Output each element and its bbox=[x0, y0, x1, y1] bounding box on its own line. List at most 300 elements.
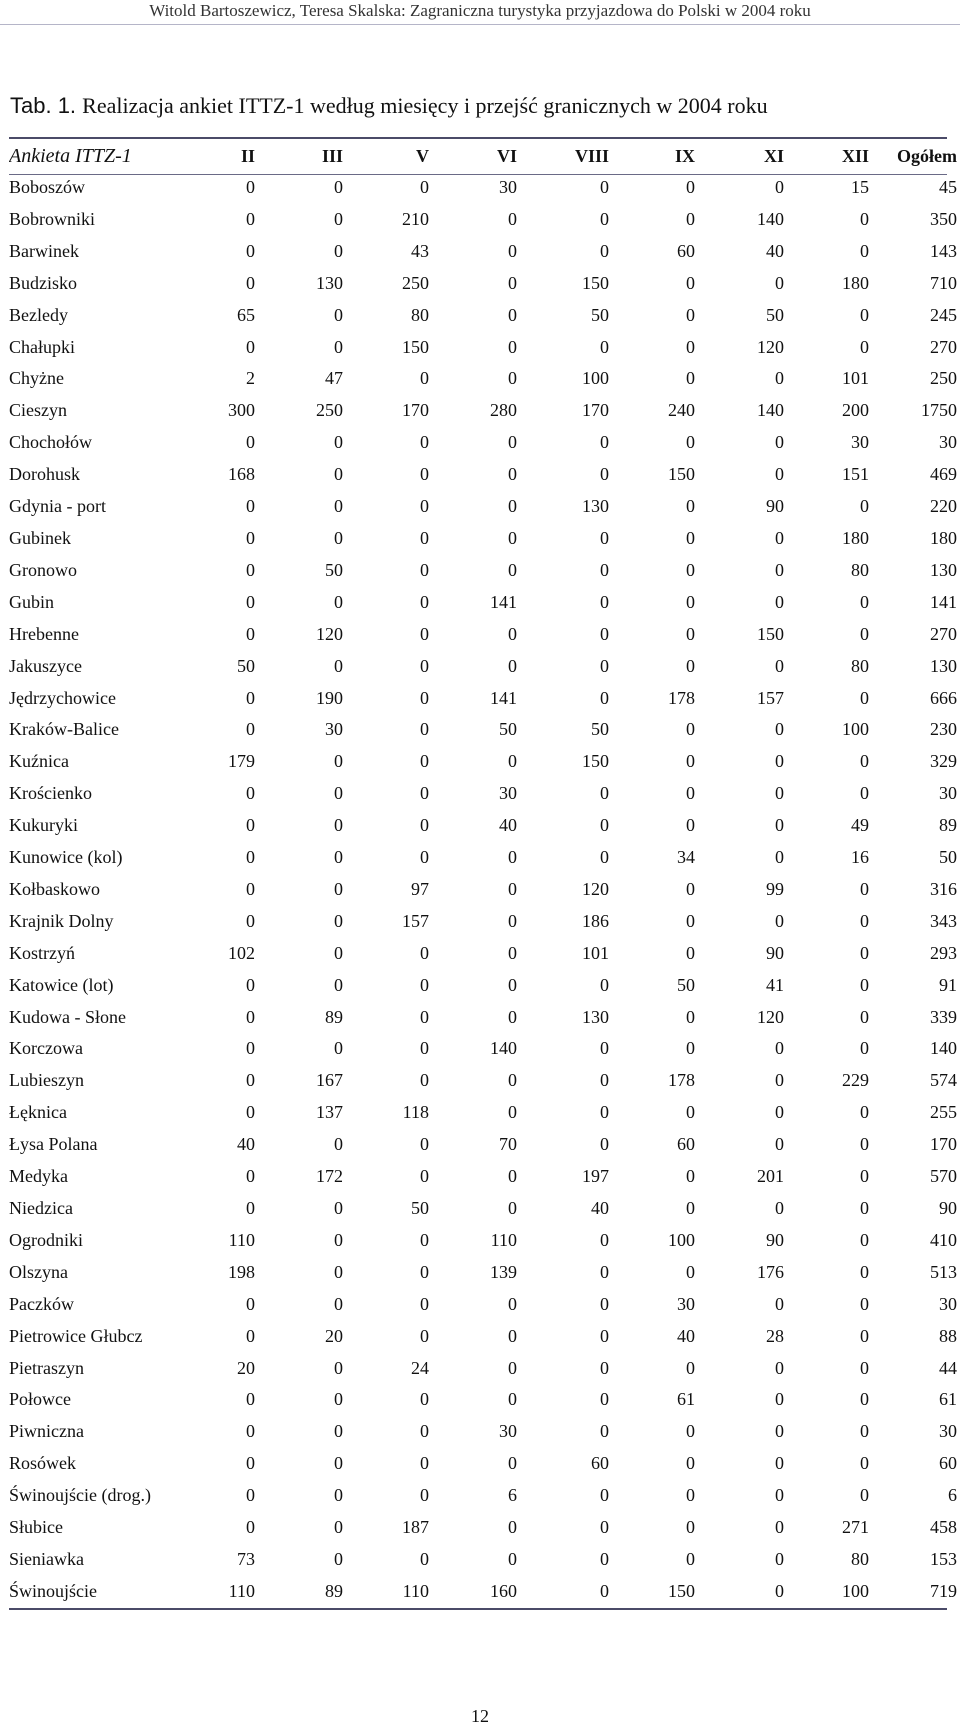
value-cell: 0 bbox=[420, 847, 429, 868]
value-cell: 80 bbox=[851, 655, 869, 676]
value-cell: 0 bbox=[860, 336, 869, 357]
column-header: III bbox=[321, 145, 343, 166]
value-cell: 0 bbox=[334, 1293, 343, 1314]
value-cell: 60 bbox=[939, 1453, 957, 1474]
value-cell: 0 bbox=[600, 1421, 609, 1442]
value-cell: 0 bbox=[686, 368, 695, 389]
value-cell: 6 bbox=[508, 1485, 517, 1506]
value-cell: 0 bbox=[686, 655, 695, 676]
value-cell: 0 bbox=[420, 559, 429, 580]
value-cell: 0 bbox=[334, 1485, 343, 1506]
table-row bbox=[9, 1097, 957, 1129]
value-cell: 50 bbox=[237, 655, 255, 676]
value-cell: 270 bbox=[930, 623, 957, 644]
value-cell: 89 bbox=[325, 1580, 343, 1601]
value-cell: 6 bbox=[948, 1485, 957, 1506]
table-row bbox=[9, 842, 957, 874]
value-cell: 80 bbox=[851, 559, 869, 580]
value-cell: 0 bbox=[686, 815, 695, 836]
value-cell: 0 bbox=[860, 240, 869, 261]
value-cell: 0 bbox=[420, 815, 429, 836]
value-cell: 0 bbox=[508, 1166, 517, 1187]
value-cell: 0 bbox=[420, 687, 429, 708]
value-cell: 0 bbox=[860, 304, 869, 325]
crossing-name-cell: Barwinek bbox=[9, 240, 79, 261]
crossing-name-cell: Gronowo bbox=[9, 559, 77, 580]
value-cell: 0 bbox=[246, 1421, 255, 1442]
value-cell: 0 bbox=[600, 1102, 609, 1123]
value-cell: 30 bbox=[939, 1293, 957, 1314]
value-cell: 0 bbox=[600, 1357, 609, 1378]
crossing-name-cell: Gdynia - port bbox=[9, 496, 106, 517]
value-cell: 167 bbox=[316, 1070, 343, 1091]
crossing-name-cell: Dorohusk bbox=[9, 464, 80, 485]
value-cell: 15 bbox=[851, 177, 869, 197]
value-cell: 137 bbox=[316, 1102, 343, 1123]
value-cell: 0 bbox=[860, 942, 869, 963]
value-cell: 80 bbox=[851, 1548, 869, 1569]
value-cell: 0 bbox=[334, 847, 343, 868]
value-cell: 157 bbox=[402, 910, 429, 931]
value-cell: 0 bbox=[508, 304, 517, 325]
value-cell: 0 bbox=[246, 1102, 255, 1123]
crossing-name-cell: Jędrzychowice bbox=[9, 687, 116, 708]
value-cell: 176 bbox=[757, 1261, 784, 1282]
crossing-name-cell: Niedzica bbox=[9, 1198, 73, 1218]
table-row bbox=[9, 1225, 957, 1257]
value-cell: 50 bbox=[939, 847, 957, 868]
crossing-name-cell: Kraków-Balice bbox=[9, 719, 119, 740]
value-cell: 40 bbox=[499, 815, 517, 836]
value-cell: 0 bbox=[775, 1453, 784, 1474]
table-row bbox=[9, 491, 957, 523]
value-cell: 0 bbox=[775, 1548, 784, 1569]
value-cell: 90 bbox=[766, 496, 784, 517]
value-cell: 0 bbox=[775, 177, 784, 197]
value-cell: 280 bbox=[490, 400, 517, 421]
table-row bbox=[9, 874, 957, 906]
table-row bbox=[9, 395, 957, 427]
value-cell: 0 bbox=[246, 496, 255, 517]
value-cell: 0 bbox=[600, 1389, 609, 1410]
value-cell: 0 bbox=[334, 1517, 343, 1538]
value-cell: 0 bbox=[334, 1453, 343, 1474]
table-row bbox=[9, 1161, 957, 1193]
value-cell: 50 bbox=[411, 1198, 429, 1218]
value-cell: 0 bbox=[600, 432, 609, 453]
value-cell: 469 bbox=[930, 464, 957, 485]
value-cell: 293 bbox=[930, 942, 957, 963]
value-cell: 0 bbox=[600, 1134, 609, 1155]
table-row bbox=[9, 236, 957, 268]
crossing-name-cell: Gubin bbox=[9, 591, 54, 612]
value-cell: 0 bbox=[686, 591, 695, 612]
value-cell: 0 bbox=[775, 1485, 784, 1506]
table-row bbox=[9, 714, 957, 746]
value-cell: 90 bbox=[766, 942, 784, 963]
value-cell: 0 bbox=[508, 336, 517, 357]
value-cell: 30 bbox=[499, 783, 517, 804]
value-cell: 0 bbox=[600, 623, 609, 644]
value-cell: 0 bbox=[334, 304, 343, 325]
value-cell: 0 bbox=[775, 464, 784, 485]
value-cell: 0 bbox=[508, 847, 517, 868]
table-row bbox=[9, 1193, 957, 1225]
value-cell: 0 bbox=[860, 1421, 869, 1442]
value-cell: 0 bbox=[686, 719, 695, 740]
value-cell: 179 bbox=[228, 751, 255, 772]
value-cell: 0 bbox=[686, 942, 695, 963]
table-row bbox=[9, 778, 957, 810]
value-cell: 0 bbox=[686, 208, 695, 229]
value-cell: 0 bbox=[775, 1580, 784, 1601]
value-cell: 0 bbox=[686, 527, 695, 548]
value-cell: 130 bbox=[582, 1006, 609, 1027]
value-cell: 271 bbox=[842, 1517, 869, 1538]
table-row bbox=[9, 619, 957, 651]
value-cell: 0 bbox=[246, 1198, 255, 1218]
value-cell: 0 bbox=[860, 878, 869, 899]
value-cell: 250 bbox=[402, 272, 429, 293]
value-cell: 44 bbox=[939, 1357, 957, 1378]
value-cell: 0 bbox=[334, 177, 343, 197]
value-cell: 666 bbox=[930, 687, 957, 708]
value-cell: 141 bbox=[490, 687, 517, 708]
value-cell: 0 bbox=[420, 496, 429, 517]
value-cell: 0 bbox=[334, 527, 343, 548]
value-cell: 150 bbox=[668, 464, 695, 485]
value-cell: 40 bbox=[237, 1134, 255, 1155]
value-cell: 187 bbox=[402, 1517, 429, 1538]
value-cell: 0 bbox=[508, 878, 517, 899]
value-cell: 0 bbox=[686, 304, 695, 325]
value-cell: 0 bbox=[246, 1485, 255, 1506]
value-cell: 0 bbox=[508, 1198, 517, 1218]
value-cell: 0 bbox=[686, 878, 695, 899]
value-cell: 0 bbox=[686, 432, 695, 453]
value-cell: 0 bbox=[686, 1421, 695, 1442]
value-cell: 0 bbox=[420, 177, 429, 197]
value-cell: 0 bbox=[246, 719, 255, 740]
value-cell: 0 bbox=[600, 1038, 609, 1059]
value-cell: 0 bbox=[246, 208, 255, 229]
value-cell: 0 bbox=[686, 496, 695, 517]
value-cell: 110 bbox=[402, 1580, 429, 1601]
value-cell: 0 bbox=[775, 910, 784, 931]
value-cell: 140 bbox=[757, 400, 784, 421]
value-cell: 130 bbox=[930, 655, 957, 676]
value-cell: 0 bbox=[686, 751, 695, 772]
value-cell: 73 bbox=[237, 1548, 255, 1569]
value-cell: 0 bbox=[860, 974, 869, 995]
table-row bbox=[9, 1257, 957, 1289]
value-cell: 513 bbox=[930, 1261, 957, 1282]
table-title-text: Realizacja ankiet ITTZ-1 według miesięcy i przejść granicznych w 2004 roku bbox=[82, 93, 768, 118]
value-cell: 570 bbox=[930, 1166, 957, 1187]
value-cell: 101 bbox=[582, 942, 609, 963]
table-row bbox=[9, 1353, 957, 1385]
value-cell: 0 bbox=[600, 336, 609, 357]
value-cell: 153 bbox=[930, 1548, 957, 1569]
value-cell: 0 bbox=[686, 1517, 695, 1538]
value-cell: 170 bbox=[930, 1134, 957, 1155]
value-cell: 30 bbox=[499, 1421, 517, 1442]
crossing-name-cell: Kuźnica bbox=[9, 751, 69, 772]
value-cell: 0 bbox=[246, 559, 255, 580]
value-cell: 30 bbox=[851, 432, 869, 453]
value-cell: 0 bbox=[860, 208, 869, 229]
value-cell: 180 bbox=[842, 527, 869, 548]
value-cell: 178 bbox=[668, 1070, 695, 1091]
value-cell: 118 bbox=[402, 1102, 429, 1123]
table-row bbox=[9, 300, 957, 332]
crossing-name-cell: Jakuszyce bbox=[9, 655, 82, 676]
crossing-name-cell: Kunowice (kol) bbox=[9, 847, 123, 868]
value-cell: 0 bbox=[686, 910, 695, 931]
value-cell: 180 bbox=[930, 527, 957, 548]
value-cell: 0 bbox=[334, 783, 343, 804]
table-row bbox=[9, 651, 957, 683]
value-cell: 0 bbox=[775, 655, 784, 676]
value-cell: 0 bbox=[775, 527, 784, 548]
value-cell: 0 bbox=[508, 910, 517, 931]
value-cell: 34 bbox=[677, 847, 695, 868]
value-cell: 350 bbox=[930, 208, 957, 229]
value-cell: 229 bbox=[842, 1070, 869, 1091]
value-cell: 0 bbox=[334, 464, 343, 485]
table-row bbox=[9, 810, 957, 842]
value-cell: 100 bbox=[582, 368, 609, 389]
crossing-name-cell: Połowce bbox=[9, 1389, 71, 1410]
value-cell: 0 bbox=[775, 1293, 784, 1314]
value-cell: 160 bbox=[490, 1580, 517, 1601]
column-header: XI bbox=[763, 145, 784, 166]
crossing-name-cell: Kołbaskowo bbox=[9, 878, 100, 899]
value-cell: 0 bbox=[600, 208, 609, 229]
value-cell: 0 bbox=[508, 623, 517, 644]
value-cell: 0 bbox=[686, 559, 695, 580]
value-cell: 89 bbox=[939, 815, 957, 836]
value-cell: 40 bbox=[766, 240, 784, 261]
value-cell: 0 bbox=[334, 336, 343, 357]
value-cell: 0 bbox=[775, 783, 784, 804]
value-cell: 0 bbox=[508, 527, 517, 548]
value-cell: 0 bbox=[246, 177, 255, 197]
value-cell: 60 bbox=[677, 240, 695, 261]
value-cell: 0 bbox=[246, 815, 255, 836]
value-cell: 2 bbox=[246, 368, 255, 389]
value-cell: 0 bbox=[420, 1453, 429, 1474]
value-cell: 0 bbox=[600, 655, 609, 676]
value-cell: 0 bbox=[334, 1389, 343, 1410]
value-cell: 0 bbox=[600, 687, 609, 708]
value-cell: 0 bbox=[420, 623, 429, 644]
value-cell: 0 bbox=[334, 240, 343, 261]
value-cell: 0 bbox=[508, 974, 517, 995]
crossing-name-cell: Chałupki bbox=[9, 336, 75, 357]
value-cell: 0 bbox=[686, 1198, 695, 1218]
value-cell: 719 bbox=[930, 1580, 957, 1601]
value-cell: 0 bbox=[600, 1485, 609, 1506]
crossing-name-cell: Piwniczna bbox=[9, 1421, 84, 1442]
value-cell: 16 bbox=[851, 847, 869, 868]
border-crossings-table bbox=[9, 140, 957, 1608]
crossing-name-cell: Chyżne bbox=[9, 368, 64, 389]
value-cell: 0 bbox=[686, 783, 695, 804]
value-cell: 0 bbox=[420, 1006, 429, 1027]
value-cell: 0 bbox=[246, 1006, 255, 1027]
value-cell: 0 bbox=[860, 687, 869, 708]
value-cell: 0 bbox=[246, 687, 255, 708]
column-header: XII bbox=[841, 145, 869, 166]
value-cell: 157 bbox=[757, 687, 784, 708]
value-cell: 170 bbox=[582, 400, 609, 421]
value-cell: 0 bbox=[246, 240, 255, 261]
value-cell: 60 bbox=[591, 1453, 609, 1474]
value-cell: 0 bbox=[508, 559, 517, 580]
value-cell: 120 bbox=[582, 878, 609, 899]
value-cell: 170 bbox=[402, 400, 429, 421]
value-cell: 100 bbox=[842, 719, 869, 740]
value-cell: 0 bbox=[334, 1548, 343, 1569]
table-row bbox=[9, 1384, 957, 1416]
value-cell: 0 bbox=[860, 1229, 869, 1250]
value-cell: 270 bbox=[930, 336, 957, 357]
crossing-name-cell: Pietraszyn bbox=[9, 1357, 84, 1378]
value-cell: 0 bbox=[420, 1293, 429, 1314]
value-cell: 0 bbox=[508, 1102, 517, 1123]
table-row bbox=[9, 1448, 957, 1480]
value-cell: 141 bbox=[490, 591, 517, 612]
value-cell: 0 bbox=[775, 719, 784, 740]
value-cell: 0 bbox=[420, 1485, 429, 1506]
value-cell: 20 bbox=[325, 1325, 343, 1346]
value-cell: 186 bbox=[582, 910, 609, 931]
value-cell: 0 bbox=[686, 1006, 695, 1027]
value-cell: 0 bbox=[600, 177, 609, 197]
crossing-name-cell: Świnoujście bbox=[9, 1580, 97, 1601]
value-cell: 130 bbox=[930, 559, 957, 580]
crossing-name-cell: Kostrzyń bbox=[9, 942, 75, 963]
value-cell: 0 bbox=[246, 1166, 255, 1187]
value-cell: 0 bbox=[860, 1357, 869, 1378]
value-cell: 0 bbox=[860, 1325, 869, 1346]
value-cell: 0 bbox=[600, 591, 609, 612]
value-cell: 0 bbox=[600, 1229, 609, 1250]
column-header: II bbox=[240, 145, 255, 166]
table-row bbox=[9, 683, 957, 715]
value-cell: 150 bbox=[757, 623, 784, 644]
value-cell: 0 bbox=[334, 1229, 343, 1250]
value-cell: 190 bbox=[316, 687, 343, 708]
value-cell: 110 bbox=[490, 1229, 517, 1250]
value-cell: 140 bbox=[930, 1038, 957, 1059]
value-cell: 0 bbox=[420, 1548, 429, 1569]
table-bottom-rule bbox=[9, 1608, 947, 1610]
value-cell: 0 bbox=[508, 368, 517, 389]
value-cell: 0 bbox=[600, 1548, 609, 1569]
value-cell: 178 bbox=[668, 687, 695, 708]
table-row bbox=[9, 1002, 957, 1034]
value-cell: 0 bbox=[334, 591, 343, 612]
value-cell: 140 bbox=[757, 208, 784, 229]
table-row bbox=[9, 1289, 957, 1321]
value-cell: 0 bbox=[334, 751, 343, 772]
crossing-name-cell: Lubieszyn bbox=[9, 1070, 84, 1091]
value-cell: 0 bbox=[246, 1293, 255, 1314]
table-row bbox=[9, 587, 957, 619]
crossing-name-cell: Świnoujście (drog.) bbox=[9, 1485, 151, 1506]
value-cell: 60 bbox=[677, 1134, 695, 1155]
value-cell: 99 bbox=[766, 878, 784, 899]
value-cell: 0 bbox=[420, 368, 429, 389]
table-row bbox=[9, 172, 957, 204]
value-cell: 0 bbox=[420, 1389, 429, 1410]
value-cell: 0 bbox=[860, 591, 869, 612]
value-cell: 80 bbox=[411, 304, 429, 325]
value-cell: 143 bbox=[930, 240, 957, 261]
value-cell: 0 bbox=[775, 1070, 784, 1091]
crossing-name-cell: Chochołów bbox=[9, 432, 92, 453]
value-cell: 0 bbox=[420, 1038, 429, 1059]
value-cell: 0 bbox=[860, 1293, 869, 1314]
table-title bbox=[10, 90, 768, 122]
value-cell: 50 bbox=[677, 974, 695, 995]
value-cell: 0 bbox=[775, 847, 784, 868]
value-cell: 0 bbox=[775, 559, 784, 580]
value-cell: 198 bbox=[228, 1261, 255, 1282]
value-cell: 0 bbox=[600, 815, 609, 836]
value-cell: 0 bbox=[860, 496, 869, 517]
value-cell: 0 bbox=[334, 1198, 343, 1218]
crossing-name-cell: Boboszów bbox=[9, 177, 85, 197]
value-cell: 120 bbox=[757, 1006, 784, 1027]
value-cell: 0 bbox=[686, 177, 695, 197]
value-cell: 0 bbox=[508, 1293, 517, 1314]
value-cell: 250 bbox=[316, 400, 343, 421]
crossing-name-cell: Sieniawka bbox=[9, 1548, 84, 1569]
value-cell: 0 bbox=[334, 1357, 343, 1378]
value-cell: 0 bbox=[246, 1453, 255, 1474]
value-cell: 0 bbox=[686, 1453, 695, 1474]
value-cell: 180 bbox=[842, 272, 869, 293]
value-cell: 30 bbox=[939, 432, 957, 453]
value-cell: 0 bbox=[334, 1421, 343, 1442]
value-cell: 0 bbox=[600, 847, 609, 868]
value-cell: 0 bbox=[420, 1229, 429, 1250]
table-row bbox=[9, 363, 957, 395]
value-cell: 88 bbox=[939, 1325, 957, 1346]
column-header: V bbox=[416, 145, 429, 166]
crossing-name-cell: Korczowa bbox=[9, 1038, 83, 1059]
value-cell: 0 bbox=[686, 272, 695, 293]
value-cell: 0 bbox=[508, 496, 517, 517]
value-cell: 150 bbox=[668, 1580, 695, 1601]
value-cell: 0 bbox=[246, 272, 255, 293]
value-cell: 97 bbox=[411, 878, 429, 899]
crossing-name-cell: Pietrowice Głubcz bbox=[9, 1325, 143, 1346]
table-row bbox=[9, 1480, 957, 1512]
value-cell: 20 bbox=[237, 1357, 255, 1378]
value-cell: 102 bbox=[228, 942, 255, 963]
value-cell: 130 bbox=[582, 496, 609, 517]
value-cell: 201 bbox=[757, 1166, 784, 1187]
value-cell: 0 bbox=[508, 432, 517, 453]
table-row bbox=[9, 427, 957, 459]
value-cell: 0 bbox=[508, 1070, 517, 1091]
value-cell: 65 bbox=[237, 304, 255, 325]
crossing-name-cell: Łęknica bbox=[9, 1102, 67, 1123]
